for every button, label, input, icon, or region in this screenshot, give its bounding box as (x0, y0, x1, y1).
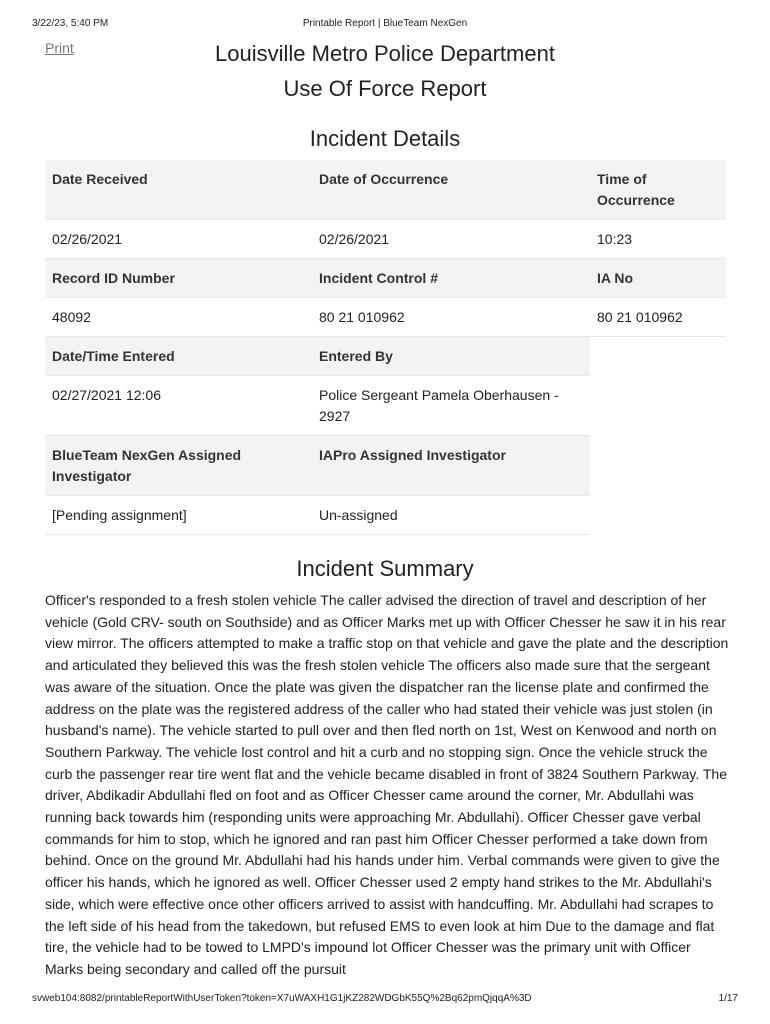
empty-cell (590, 376, 726, 436)
table-row (45, 376, 726, 436)
value-blueteam-investigator: [Pending assignment] (45, 496, 312, 535)
value-entered-by: Police Sergeant Pamela Oberhausen - 2927 (312, 376, 590, 436)
print-datetime: 3/22/23, 5:40 PM (32, 18, 109, 29)
header-time-of-occurrence: Time of Occurrence (590, 160, 726, 220)
incident-details-heading: Incident Details (309, 126, 461, 151)
header-date-received: Date Received (45, 160, 312, 220)
table-header-row (45, 160, 726, 220)
empty-cell (590, 337, 726, 376)
table-row (45, 496, 726, 535)
department-title: Louisville Metro Police Department (215, 41, 555, 66)
incident-summary-heading: Incident Summary (296, 556, 474, 581)
print-link[interactable]: Print (45, 40, 74, 56)
incident-details-table (45, 160, 726, 535)
page-number: 1/17 (718, 993, 738, 1004)
header-record-id: Record ID Number (45, 259, 312, 298)
header-ia-no: IA No (590, 259, 726, 298)
incident-summary-text: Officer's responded to a fresh stolen vehicle The caller advised the direction of travel and description of her vehicle (Gold CRV- south on Southside) and as Officer Marks met up with Officer Chesser he saw it in his rear view mirror. The officers attempted to make a traffic stop on that vehicle and gave the plate and the description and articulated they believed this was the fresh stolen vehicle The officers also made sure that the sergeant was aware of the situation. Once the plate was given the dispatcher ran the license plate and confirmed the address on the plate was the registered address of the caller who had stated their vehicle was just stolen (in husband's name). The vehicle started to pull over and then fled north on 1st, West on Kenwood and north on Southern Parkway. The vehicle lost control and hit a curb and no stopping sign. Once the vehicle struck the curb the passenger rear tire went flat and the vehicle became disabled in front of 3824 Southern Parkway. The driver, Abdikadir Abdullahi fled on foot and as Officer Chesser came around the corner, Mr. Abdullahi was running back towards him (responding units were approaching Mr. Abdullahi). Officer Chesser gave verbal commands for him to stop, which he ignored and ran past him Officer Chesser performed a take down from behind. Once on the ground Mr. Abdullahi had his hands under him. Verbal commands were given to give the officer his hands, which he ignored as well. Officer Chesser used 2 empty hand strikes to the Mr. Abdullahi's side, which were effective once other officers arrived to assist with handcuffing. Mr. Abdullahi had scrapes to the left side of his head from the takedown, but refused EMS to even look at him Due to the damage and flat tire, the vehicle had to be towed to LMPD's impound lot Officer Chesser was the primary unit with Officer Marks being secondary and called off the pursuit (45, 592, 729, 977)
table-header-row (45, 259, 726, 298)
empty-cell (590, 436, 726, 496)
empty-cell (590, 496, 726, 535)
table-header-row (45, 436, 726, 496)
header-iapro-investigator: IAPro Assigned Investigator (312, 436, 590, 496)
report-title (0, 36, 770, 106)
value-date-received: 02/26/2021 (45, 220, 312, 259)
value-date-of-occurrence: 02/26/2021 (312, 220, 590, 259)
table-row (45, 220, 726, 259)
header-entered-by: Entered By (312, 337, 590, 376)
table-row (45, 298, 726, 337)
print-page-title: Printable Report | BlueTeam NexGen (302, 18, 468, 29)
value-record-id: 48092 (45, 298, 312, 337)
report-type-title: Use Of Force Report (283, 76, 487, 101)
header-incident-control: Incident Control # (312, 259, 590, 298)
table-header-row (45, 337, 726, 376)
value-ia-no: 80 21 010962 (590, 298, 726, 337)
browser-print-header (32, 18, 738, 32)
value-incident-control: 80 21 010962 (312, 298, 590, 337)
value-iapro-investigator: Un-assigned (312, 496, 590, 535)
header-date-time-entered: Date/Time Entered (45, 337, 312, 376)
value-date-time-entered: 02/27/2021 12:06 (45, 376, 312, 436)
header-date-of-occurrence: Date of Occurrence (312, 160, 590, 220)
header-blueteam-investigator: BlueTeam NexGen Assigned Investigator (45, 436, 312, 496)
print-url: svweb104:8082/printableReportWithUserToken?token=X7uWAXH1G1jKZ282WDGbK55Q%2Bq62pmQjqqA%3D (32, 993, 532, 1004)
browser-print-footer (32, 993, 738, 1007)
value-time-of-occurrence: 10:23 (590, 220, 726, 259)
